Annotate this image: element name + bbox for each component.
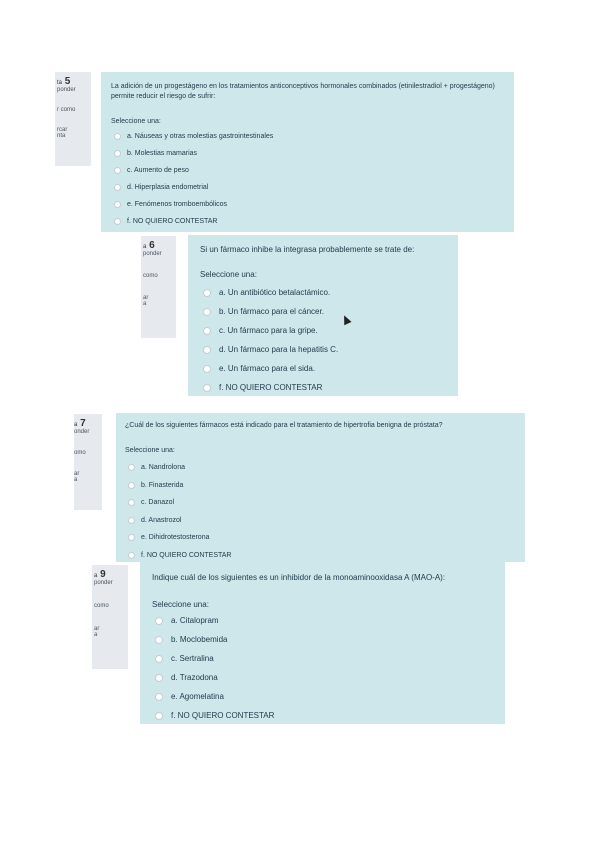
- option[interactable]: d. Hiperplasia endometrial: [114, 179, 273, 196]
- option[interactable]: a. Un antibiótico betalactámico.: [203, 283, 338, 302]
- question-info-panel: [92, 565, 128, 669]
- radio-button[interactable]: [114, 201, 121, 208]
- question-card: [116, 413, 525, 562]
- info-line: a: [74, 477, 78, 483]
- options-list: [114, 128, 273, 230]
- option[interactable]: f. NO QUIERO CONTESTAR: [114, 213, 273, 230]
- info-line: ar: [74, 471, 80, 477]
- radio-button[interactable]: [203, 327, 211, 335]
- option[interactable]: e. Dihidrotestosterona: [128, 529, 232, 547]
- options-list: [155, 611, 274, 725]
- radio-button[interactable]: [114, 150, 121, 157]
- question-info-panel: [141, 236, 176, 338]
- option[interactable]: b. Moclobemida: [155, 630, 274, 649]
- radio-button[interactable]: [203, 289, 211, 297]
- info-line: r como: [57, 107, 76, 113]
- question-text: La adición de un progestágeno en los tratamientos anticonceptivos hormonales combinados (etinilestradiol + progestágeno) permite reducir el riesgo de sufrir:: [111, 83, 495, 101]
- options-list: [128, 459, 232, 564]
- radio-button[interactable]: [128, 552, 135, 559]
- radio-button[interactable]: [155, 674, 163, 682]
- select-label: Seleccione una:: [125, 447, 175, 454]
- select-label: Seleccione una:: [111, 118, 161, 125]
- select-label: Seleccione una:: [200, 270, 257, 279]
- radio-button[interactable]: [128, 482, 135, 489]
- question-number: ta 5: [57, 76, 71, 87]
- info-line: a: [143, 301, 147, 307]
- info-line: a: [94, 632, 98, 638]
- radio-button[interactable]: [128, 464, 135, 471]
- option[interactable]: c. Aumento de peso: [114, 162, 273, 179]
- radio-button[interactable]: [128, 534, 135, 541]
- info-line: omo: [74, 450, 86, 456]
- radio-button[interactable]: [203, 365, 211, 373]
- radio-button[interactable]: [114, 184, 121, 191]
- question-text: Si un fármaco inhibe la integrasa probablemente se trate de:: [200, 245, 415, 254]
- option[interactable]: a. Citalopram: [155, 611, 274, 630]
- radio-button[interactable]: [155, 636, 163, 644]
- option[interactable]: f. NO QUIERO CONTESTAR: [155, 706, 274, 725]
- radio-button[interactable]: [128, 499, 135, 506]
- option[interactable]: c. Un fármaco para la gripe.: [203, 321, 338, 340]
- info-line: ar: [143, 295, 149, 301]
- question-number: a 9: [94, 569, 106, 580]
- select-label: Seleccione una:: [152, 600, 209, 609]
- radio-button[interactable]: [155, 617, 163, 625]
- info-line: nta: [57, 133, 66, 139]
- radio-button[interactable]: [114, 167, 121, 174]
- question-number: a 7: [74, 418, 86, 429]
- option[interactable]: b. Un fármaco para el cáncer.: [203, 302, 338, 321]
- question-info-panel: [55, 72, 91, 166]
- question-card: [188, 235, 458, 396]
- option[interactable]: a. Nandrolona: [128, 459, 232, 477]
- question-text: ¿Cuál de los siguientes fármacos está indicado para el tratamiento de hipertrofia benigna de próstata?: [125, 422, 443, 429]
- question-card: [140, 562, 505, 724]
- question-number: a 6: [143, 240, 155, 251]
- radio-button[interactable]: [203, 308, 211, 316]
- option[interactable]: e. Fenómenos tromboembólicos: [114, 196, 273, 213]
- radio-button[interactable]: [155, 693, 163, 701]
- option[interactable]: d. Un fármaco para la hepatitis C.: [203, 340, 338, 359]
- mouse-cursor-icon: [340, 314, 351, 326]
- option[interactable]: d. Trazodona: [155, 668, 274, 687]
- option[interactable]: f. NO QUIERO CONTESTAR: [128, 547, 232, 565]
- radio-button[interactable]: [155, 712, 163, 720]
- radio-button[interactable]: [203, 346, 211, 354]
- question-card: [101, 72, 514, 232]
- options-list: [203, 283, 338, 397]
- info-line: ponder: [94, 580, 113, 586]
- info-line: ar: [94, 626, 100, 632]
- option[interactable]: c. Danazol: [128, 494, 232, 512]
- info-line: ponder: [143, 251, 162, 257]
- option[interactable]: d. Anastrozol: [128, 512, 232, 530]
- radio-button[interactable]: [155, 655, 163, 663]
- option[interactable]: a. Náuseas y otras molestias gastrointestinales: [114, 128, 273, 145]
- question-text: Indique cuál de los siguientes es un inhibidor de la monoaminooxidasa A (MAO-A):: [152, 573, 446, 582]
- option[interactable]: b. Finasterida: [128, 477, 232, 495]
- radio-button[interactable]: [128, 517, 135, 524]
- question-info-panel: [74, 414, 102, 510]
- option[interactable]: c. Sertralina: [155, 649, 274, 668]
- radio-button[interactable]: [114, 133, 121, 140]
- radio-button[interactable]: [114, 218, 121, 225]
- option[interactable]: e. Un fármaco para el sida.: [203, 359, 338, 378]
- radio-button[interactable]: [203, 384, 211, 392]
- info-line: onder: [74, 429, 90, 435]
- option[interactable]: f. NO QUIERO CONTESTAR: [203, 378, 338, 397]
- info-line: como: [143, 273, 158, 279]
- option[interactable]: e. Agomelatina: [155, 687, 274, 706]
- info-line: rcar: [57, 127, 68, 133]
- info-line: ponder: [57, 87, 76, 93]
- info-line: como: [94, 603, 109, 609]
- option[interactable]: b. Molestias mamarias: [114, 145, 273, 162]
